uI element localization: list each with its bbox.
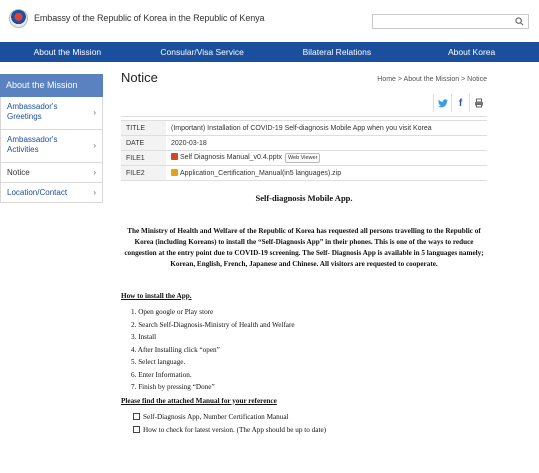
notice-info-table — [121, 120, 487, 181]
title-value: (Important) Installation of COVID-19 Self-diagnosis Mobile App when you visit Korea — [166, 121, 487, 136]
list-item: 1. Open google or Play store — [131, 308, 214, 316]
sidebar-item-location-contact[interactable] — [0, 183, 103, 203]
list-item: 4. After Installing click “open” — [131, 345, 220, 354]
list-item: 3. Install — [131, 333, 157, 341]
share-bar — [121, 90, 487, 117]
chevron-right-icon: › — [93, 108, 96, 117]
nav-about-the-mission[interactable]: About the Mission — [33, 47, 102, 57]
table-row — [121, 166, 487, 181]
embassy-logo[interactable] — [9, 9, 28, 28]
sidebar-item-label: Ambassador's Activities — [7, 135, 58, 154]
site-title[interactable]: Embassy of the Republic of Korea in the Republic of Kenya — [34, 13, 265, 23]
sidebar — [0, 74, 103, 203]
manual-heading: Please find the attached Manual for your reference — [121, 396, 277, 405]
sidebar-item-label: Notice — [7, 168, 30, 177]
checkbox-icon — [133, 426, 140, 433]
file1-link[interactable]: Self Diagnosis Manual_v0.4.pptx — [180, 154, 282, 161]
table-row — [121, 151, 487, 166]
chevron-right-icon: › — [93, 167, 96, 177]
list-item: 2. Search Self-Diagnosis-Ministry of Health and Welfare — [131, 320, 295, 329]
file2-label: FILE2 — [121, 166, 166, 181]
content-paragraph: The Ministry of Health and Welfare of the Republic of Korea has requested all persons travelling to the Republic of Korea (including Koreans) to install the “Self-Diagnosis App” in their phones. This is one of the ways to reduce congestion at the entry point due to COVID-19 screening. The Self- Diagnosis App is available in 5 languages namely; Korean, English, French, Japanese and Chinese. All visitors are requested to cooperate. — [124, 227, 484, 268]
date-label: DATE — [121, 136, 166, 151]
list-item: How to check for latest version. (The App should be up to date) — [133, 424, 487, 437]
file2-link[interactable]: Application_Certification_Manual(in5 languages).zip — [180, 170, 342, 177]
twitter-icon[interactable] — [433, 94, 451, 112]
list-item: Self-Diagnosis App, Number Certification Manual — [133, 411, 487, 424]
file1-label: FILE1 — [121, 151, 166, 166]
table-row — [121, 136, 487, 151]
list-item: 6. Enter Information. — [131, 370, 192, 379]
install-steps — [121, 306, 487, 394]
zip-file-icon — [171, 169, 178, 176]
search-icon[interactable] — [515, 17, 524, 26]
list-item: 5. Select language. — [131, 358, 186, 366]
print-icon[interactable] — [469, 94, 487, 112]
date-value: 2020-03-18 — [166, 136, 487, 151]
page-title: Notice — [121, 70, 158, 85]
table-row — [121, 121, 487, 136]
facebook-icon[interactable]: f — [451, 94, 469, 112]
list-item: 7. Finish by pressing “Done” — [131, 383, 215, 391]
sidebar-item-label: Ambassador's Greetings — [7, 102, 58, 121]
manual-list — [121, 411, 487, 437]
checkbox-icon — [133, 413, 140, 420]
breadcrumb[interactable]: Home > About the Mission > Notice — [377, 76, 487, 83]
title-label: TITLE — [121, 121, 166, 136]
top-navigation — [0, 42, 539, 62]
sidebar-item-label: Location/Contact — [7, 188, 68, 197]
search-input[interactable] — [372, 14, 529, 29]
install-heading: How to install the App. — [121, 292, 192, 300]
nav-bilateral-relations[interactable]: Bilateral Relations — [302, 47, 372, 57]
site-header — [0, 0, 539, 42]
file2-cell — [166, 166, 487, 181]
file1-cell — [166, 151, 487, 166]
sidebar-item-ambassadors-activities[interactable] — [0, 130, 103, 163]
notice-body — [121, 190, 487, 437]
chevron-right-icon: › — [93, 187, 96, 197]
nav-about-korea[interactable]: About Korea — [447, 47, 496, 57]
chevron-right-icon: › — [93, 141, 96, 150]
content-heading: Self-diagnosis Mobile App. — [255, 193, 353, 203]
sidebar-item-ambassadors-greetings[interactable] — [0, 97, 103, 130]
main-content — [121, 70, 487, 434]
nav-consular-visa-service[interactable]: Consular/Visa Service — [160, 47, 244, 57]
sidebar-item-notice[interactable] — [0, 163, 103, 183]
pptx-file-icon — [171, 153, 178, 160]
sidebar-title: About the Mission — [0, 74, 103, 97]
web-viewer-button[interactable]: Web Viewer — [285, 153, 320, 163]
